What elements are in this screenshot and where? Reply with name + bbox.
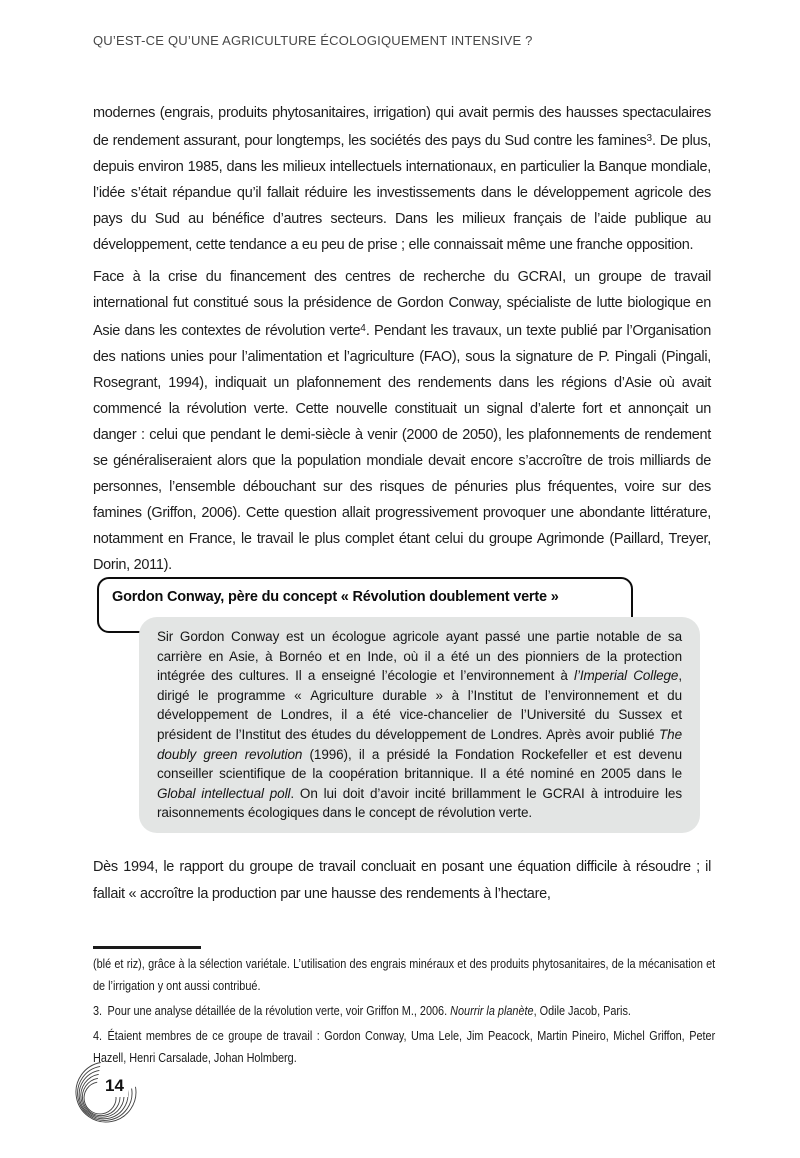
body-text [93, 100, 711, 578]
footnote-continuation: (blé et riz), grâce à la sélection variétale. L’utilisation des engrais minéraux et des produits phytosanitaires, de la mécanisation et de l’irrigation y ont aussi contribué. [93, 956, 716, 993]
paragraph: Face à la crise du financement des centres de recherche du GCRAI, un groupe de travail international fut constitué sous la présidence de Gordon Conway, spécialiste de lutte biologique en Asie dans les contextes de révolution verte$^4$. Pendant les travaux, un texte publié par l’Organisation des nations unies pour l’alimentation et l’agriculture (FAO), sous la signature de P. Pingali (Pingali, Rosegrant, 1994), indiquait un plafonnement des rendements dans les régions d’Asie où avait commencé la révolution verte. Cette nouvelle constituait un signal d’alerte fort et annonçait un danger : celui que pendant le demi-siècle à venir (2000 de 2050), les plafonnements de rendement se généraliseraient alors que la population mondiale devait encore s’accroître de trois milliards de personnes, l’ensemble débouchant sur des risques de pénuries plus fréquentes, voire sur des famines (Griffon, 2006). Cette question allait progressivement provoquer une abondante littérature, notamment en France, le travail le plus complet étant celui du groupe Agrimonde (Paillard, Treyer, Dorin, 2011). [93, 269, 711, 573]
paragraph: modernes (engrais, produits phytosanitaires, irrigation) qui avait permis des hausses spectaculaires de rendement assurant, pour longtemps, les sociétés des pays du Sud contre les famines$^3$. De plus, depuis environ 1985, dans les milieux intellectuels internationaux, en particulier la Banque mondiale, l’idée s’était répandue qu’il fallait réduire les investissements dans le développement agricole des pays du Sud au bénéfice d’autres secteurs. Dans les milieux français de l’aide publique au développement, cette tendance a eu peu de prise ; elle connaissait même une franche opposition. [93, 105, 712, 253]
conway-box-body: Sir Gordon Conway est un écologue agricole ayant passé une partie notable de sa carrière en Asie, à Bornéo et en Inde, où il a été un des pionniers de la protection intégrée des cultures. Il a enseigné l’écologie et l’environnement à l’Imperial College, dirigé le programme « Agriculture durable » à l’Institut de l’environnement et du développement de Londres, il a été vice-chancelier de l’Université du Sussex et président de l’Institut des études du développement de Londres. Après avoir publié The doubly green revolution (1996), il a présidé la Fondation Rockefeller et est devenu conseiller scientifique de la coopération britannique. Il a été nominé en 2005 dans le Global intellectual poll. On lui doit d’avoir incité brillamment le GCRAI à introduire les raisonnements écologiques dans le concept de révolution verte. [139, 617, 700, 833]
page-number: 14 [101, 1075, 128, 1097]
paragraph: Dès 1994, le rapport du groupe de travail concluait en posant une équation difficile à résoudre ; il fallait « accroître la production par une hausse des rendements à l’hectare, [93, 859, 711, 902]
running-header: QU’EST-CE QU’UNE AGRICULTURE ÉCOLOGIQUEMENT INTENSIVE ? [93, 33, 533, 48]
footnotes [93, 953, 715, 1069]
footnote-3: 3. Pour une analyse détaillée de la révolution verte, voir Griffon M., 2006. Nourrir la planète, Odile Jacob, Paris. [93, 1003, 631, 1018]
footnote-separator-rule [93, 946, 201, 949]
footnote-4: 4. Étaient membres de ce groupe de travail : Gordon Conway, Uma Lele, Jim Peacock, Martin Pineiro, Michel Griffon, Peter Hazell, Henri Carsalade, Johan Holmberg. [93, 1028, 716, 1065]
conway-box-title: Gordon Conway, père du concept « Révolution doublement verte » [112, 589, 559, 605]
